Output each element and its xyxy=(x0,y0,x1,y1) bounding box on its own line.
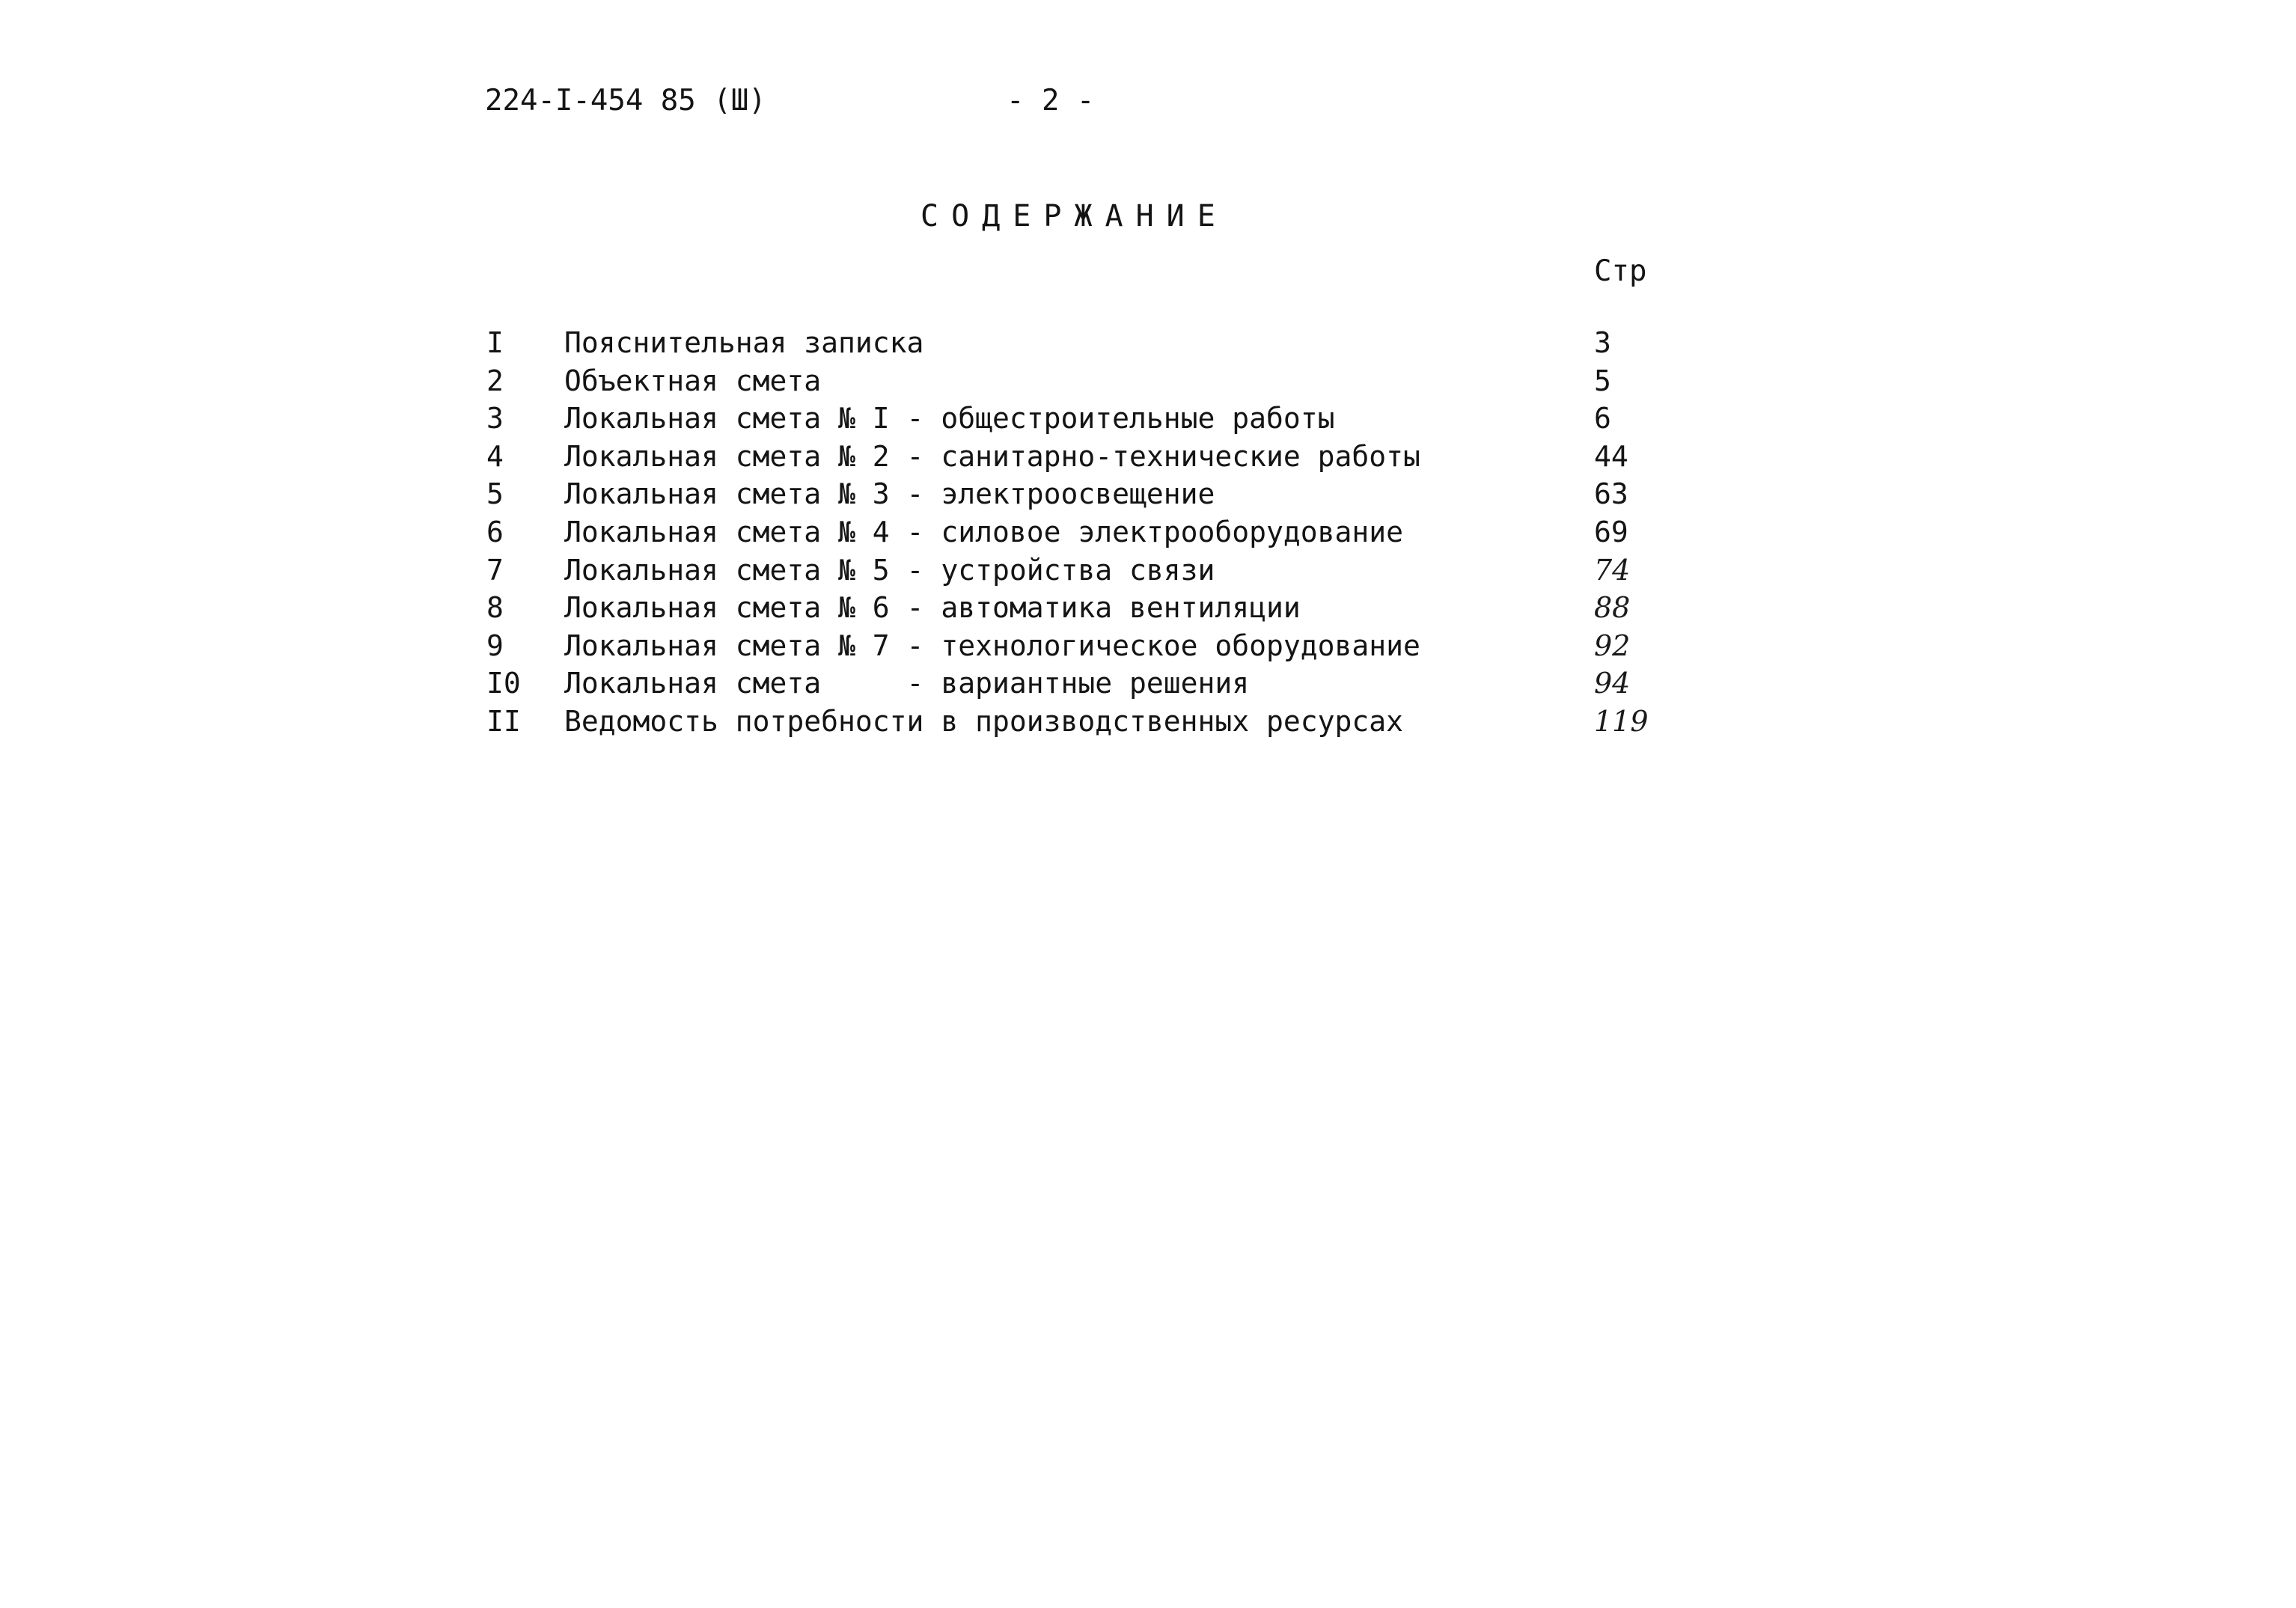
toc-row xyxy=(485,364,1682,403)
toc-item-title: Ведомость потребности в производственных ресурсах xyxy=(564,704,1404,738)
toc-item-title: Пояснительная записка xyxy=(564,326,924,359)
page-number: - 2 - xyxy=(1007,84,1095,117)
toc-item-number: 9 xyxy=(486,629,504,662)
toc-item-number: 2 xyxy=(486,364,504,397)
toc-item-page-handwritten: 88 xyxy=(1594,591,1631,625)
toc-item-title: Локальная смета № 2 - санитарно-технические работы xyxy=(564,439,1420,473)
toc-row xyxy=(485,705,1682,743)
toc-item-title: Локальная смета № 5 - устройства связи xyxy=(564,553,1215,587)
toc-item-page: 63 xyxy=(1594,477,1628,511)
toc-item-number: 8 xyxy=(486,591,504,625)
toc-item-title: Локальная смета № 3 - электроосвещение xyxy=(564,477,1215,511)
toc-item-number: 7 xyxy=(486,553,504,587)
toc-item-page: 69 xyxy=(1594,515,1628,548)
toc-row xyxy=(485,477,1682,516)
toc-item-number: 6 xyxy=(486,515,504,548)
toc-item-number: II xyxy=(486,704,521,738)
toc-item-page: 6 xyxy=(1594,402,1611,435)
toc-item-number: 3 xyxy=(486,402,504,435)
toc-row xyxy=(485,554,1682,592)
toc-item-number: 4 xyxy=(486,439,504,473)
toc-row xyxy=(485,667,1682,705)
toc-item-title: Локальная смета № 6 - автоматика вентиляции xyxy=(564,591,1301,625)
table-of-contents xyxy=(485,326,1682,743)
toc-item-title: Локальная смета - вариантные решения xyxy=(564,667,1250,700)
toc-row xyxy=(485,629,1682,667)
toc-item-page: 44 xyxy=(1594,439,1628,473)
document-code: 224-I-454 85 (Ш) xyxy=(485,84,766,117)
toc-item-title: Объектная смета xyxy=(564,364,822,397)
toc-row xyxy=(485,591,1682,629)
toc-item-page-handwritten: 74 xyxy=(1594,553,1631,587)
toc-item-page: 3 xyxy=(1594,326,1611,359)
toc-row xyxy=(485,402,1682,440)
toc-item-page-handwritten: 92 xyxy=(1594,629,1631,662)
toc-row xyxy=(485,516,1682,554)
toc-item-title: Локальная смета № I - общестроительные работы xyxy=(564,402,1335,435)
page-column-header: Стр xyxy=(1594,254,1647,288)
page-title: СОДЕРЖАНИЕ xyxy=(920,199,1228,233)
toc-row xyxy=(485,326,1682,364)
toc-item-page-handwritten: 119 xyxy=(1594,704,1649,738)
toc-item-title: Локальная смета № 4 - силовое электрооборудование xyxy=(564,515,1404,548)
toc-item-number: I xyxy=(486,326,504,359)
toc-row xyxy=(485,440,1682,478)
toc-item-number: I0 xyxy=(486,667,521,700)
toc-item-page-handwritten: 94 xyxy=(1594,667,1631,700)
toc-item-title: Локальная смета № 7 - технологическое оборудование xyxy=(564,629,1420,662)
toc-item-page: 5 xyxy=(1594,364,1611,397)
toc-item-number: 5 xyxy=(486,477,504,511)
